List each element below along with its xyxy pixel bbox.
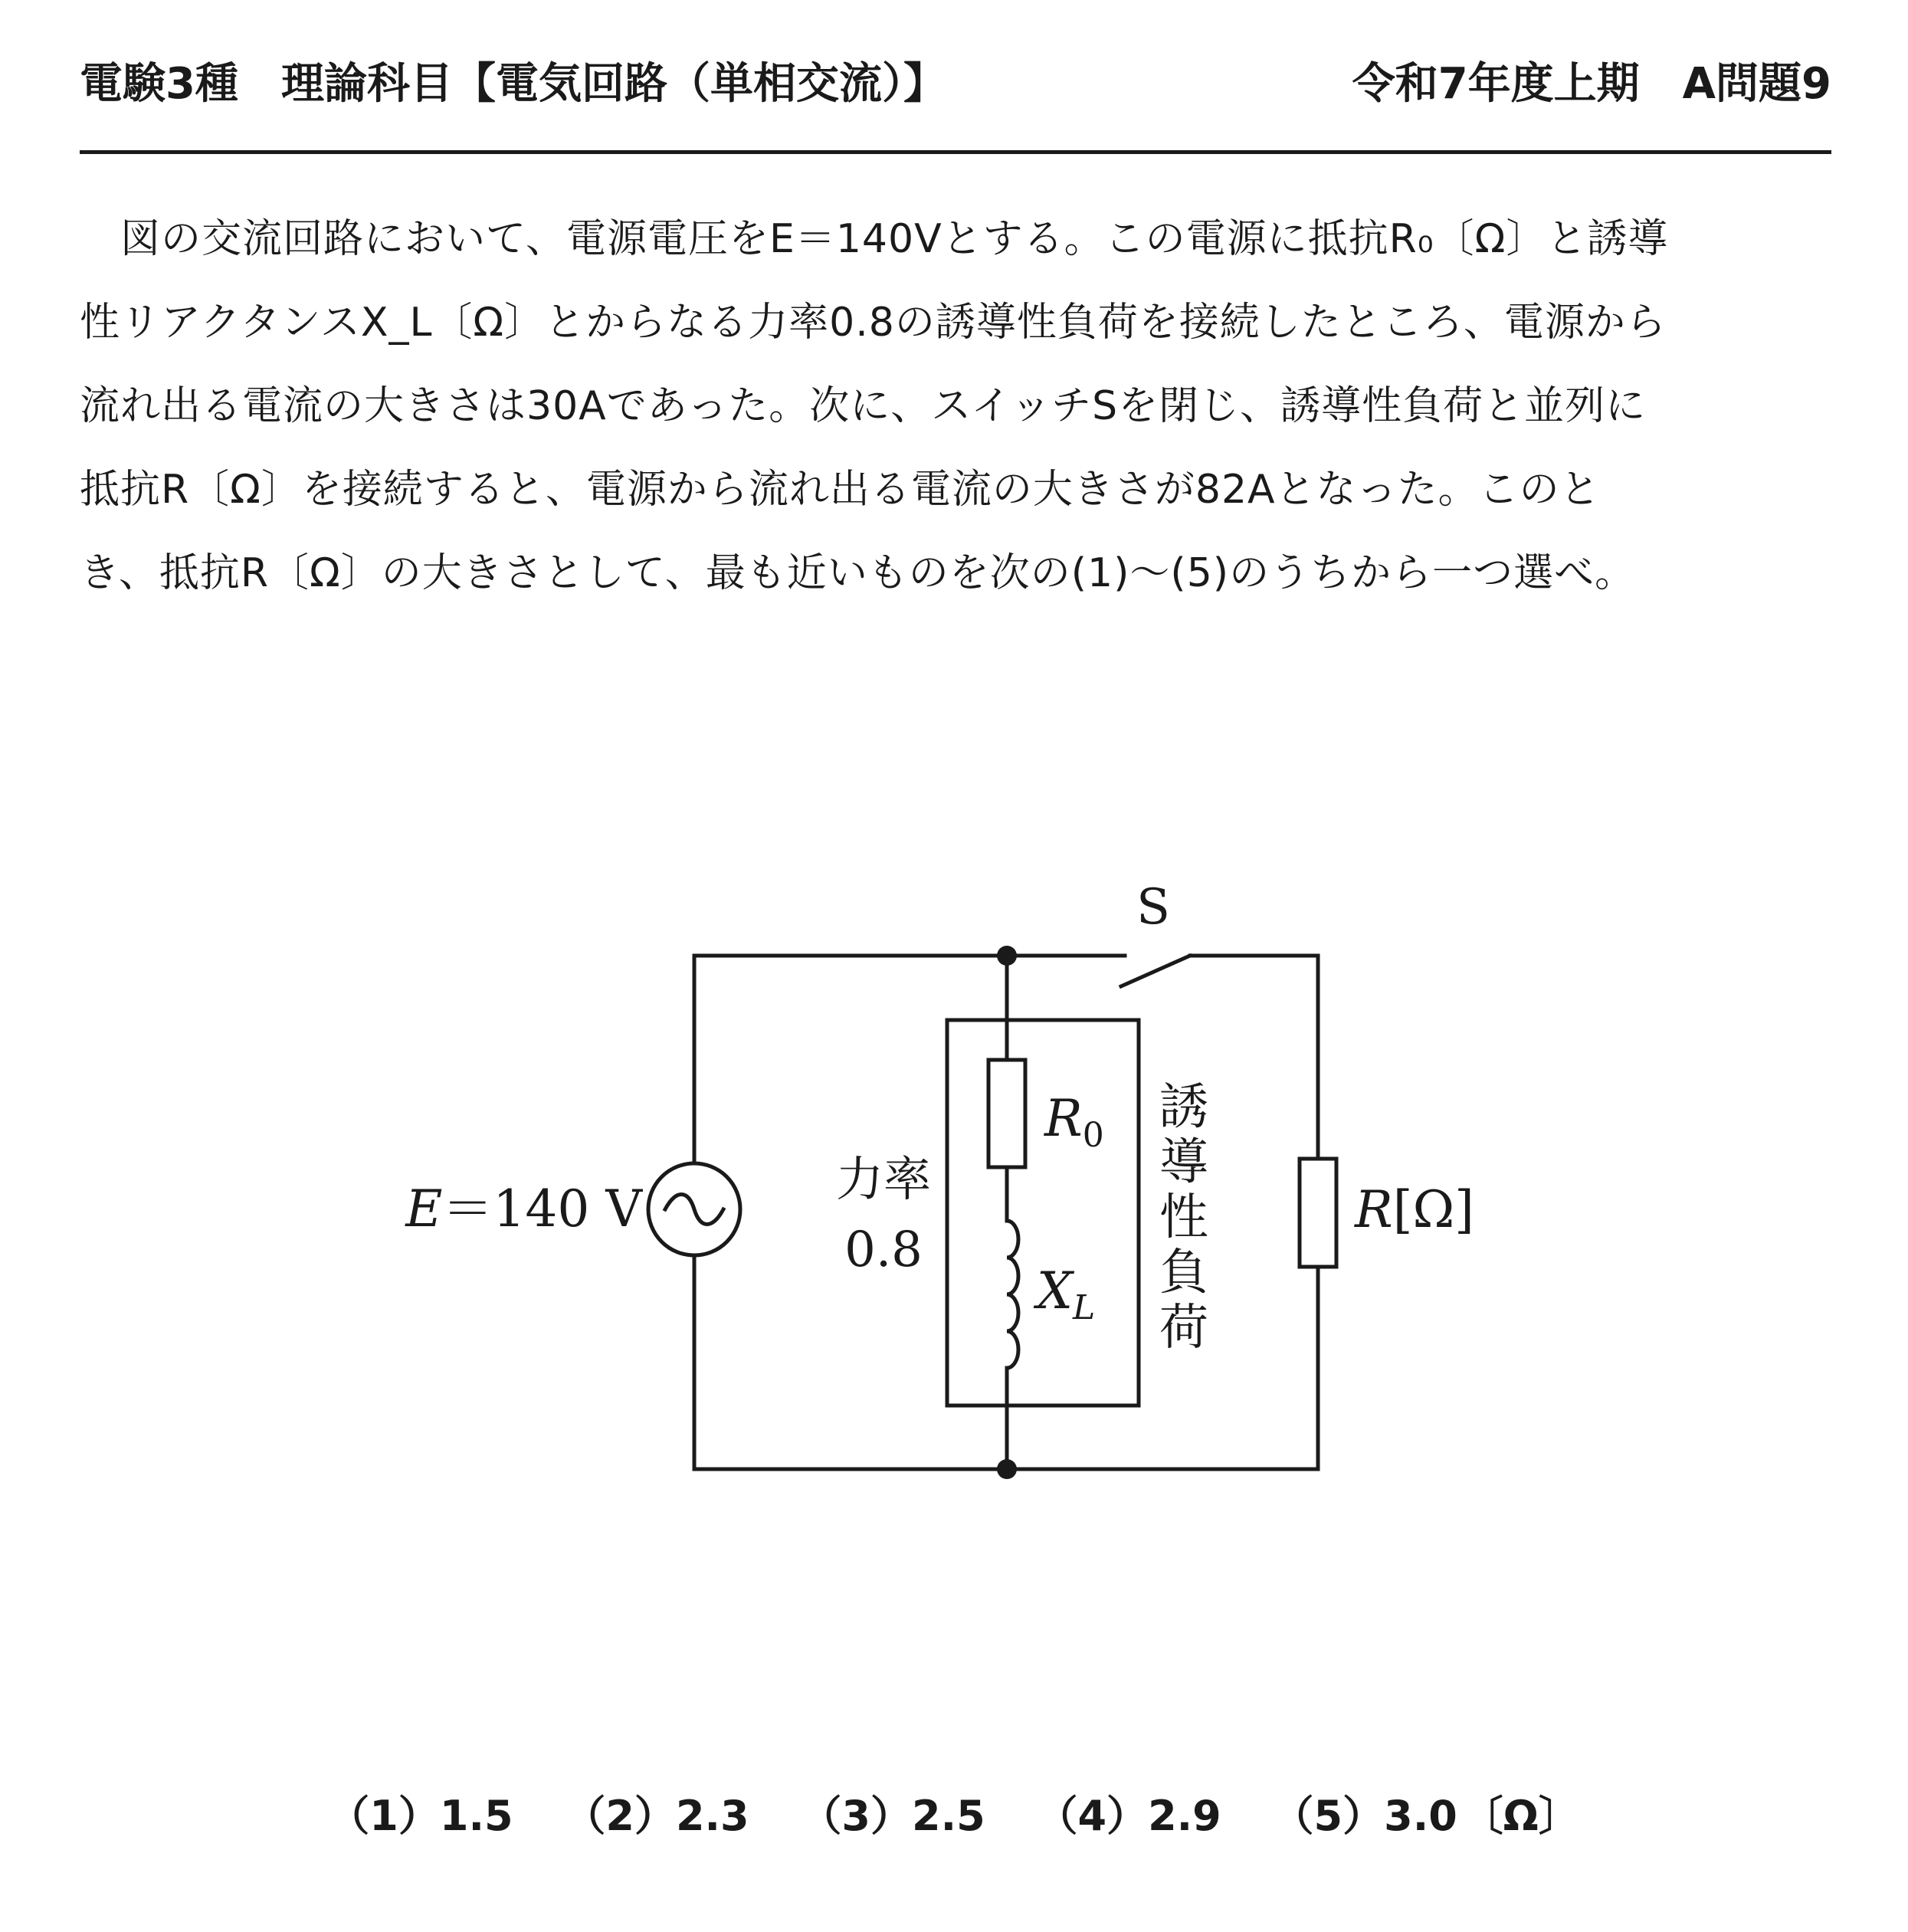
problem-text [80, 198, 1834, 615]
choice-value: 2.9 [1148, 1792, 1221, 1840]
choice-number: （1） [328, 1792, 440, 1840]
choice-number: （5） [1272, 1792, 1385, 1840]
choice-value: 1.5 [439, 1792, 513, 1840]
load-label-char: 負 [1159, 1245, 1208, 1301]
problem-line: 抵抗R〔Ω〕を接続すると、電源から流れ出る電流の大きさが82Aとなった。このと [80, 467, 1601, 513]
problem-line: 流れ出る電流の大きさは30Aであった。次に、スイッチSを閉じ、誘導性負荷と並列に [80, 383, 1647, 429]
ac-source-icon [648, 1163, 740, 1255]
problem-line: き、抵抗R〔Ω〕の大きさとして、最も近いものを次の(1)〜(5)のうちから一つ選べ。 [80, 550, 1636, 596]
r0-label-sub: 0 [1082, 1116, 1104, 1155]
xl-label-sub: L [1073, 1288, 1096, 1327]
header-exam-info: 令和7年度上期 A問題9 [1352, 59, 1831, 109]
ac-source-wave-icon [665, 1195, 723, 1225]
choice-number: （3） [800, 1792, 912, 1840]
load-label-char: 性 [1159, 1189, 1208, 1246]
source-label-var: E [405, 1179, 443, 1238]
choice-1[interactable] [328, 1786, 513, 1847]
r-label-var: R [1355, 1180, 1393, 1239]
power-factor-label: 力率 [835, 1151, 932, 1207]
choice-value: 2.5 [912, 1792, 985, 1840]
switch-label: S [1136, 879, 1170, 936]
header-divider [80, 150, 1831, 154]
resistor-r [1300, 1159, 1336, 1267]
choice-value: 3.0 [1384, 1792, 1457, 1840]
choice-3[interactable] [800, 1786, 985, 1847]
header [80, 54, 1831, 115]
choice-unit: 〔Ω〕 [1461, 1792, 1580, 1840]
inductive-load-box [947, 1020, 1139, 1406]
junction-dot-top [997, 946, 1017, 966]
junction-dot-bottom [997, 1459, 1017, 1479]
r0-label [1044, 1089, 1104, 1155]
resistor-r0 [988, 1060, 1025, 1167]
choice-number: （4） [1036, 1792, 1149, 1840]
inductor-xl [1007, 1221, 1018, 1368]
problem-line: 図の交流回路において、電源電圧をE＝140Vとする。この電源に抵抗R₀〔Ω〕と誘導 [80, 216, 1669, 262]
answer-choices [0, 1786, 1908, 1847]
r-label [1354, 1180, 1474, 1239]
load-label-char: 導 [1159, 1134, 1208, 1191]
choice-5[interactable] [1273, 1786, 1580, 1847]
load-label-char: 誘 [1159, 1079, 1208, 1136]
source-label [405, 1179, 643, 1238]
choice-number: （2） [564, 1792, 676, 1840]
xl-label [1033, 1261, 1095, 1327]
r-label-unit: [Ω] [1392, 1180, 1474, 1239]
r0-label-var: R [1044, 1089, 1083, 1148]
load-label-char: 荷 [1159, 1300, 1208, 1356]
power-factor-value: 0.8 [844, 1222, 923, 1278]
choice-4[interactable] [1036, 1786, 1221, 1847]
problem-line: 性リアクタンスX_L〔Ω〕とからなる力率0.8の誘導性負荷を接続したところ、電源から [80, 300, 1667, 346]
header-subject: 電験3種 理論科目【電気回路（単相交流）】 [80, 59, 946, 109]
choice-value: 2.3 [675, 1792, 749, 1840]
source-label-value: ＝140 V [442, 1179, 642, 1238]
xl-label-var: X [1037, 1261, 1073, 1320]
switch-blade [1121, 956, 1190, 986]
choice-2[interactable] [564, 1786, 749, 1847]
